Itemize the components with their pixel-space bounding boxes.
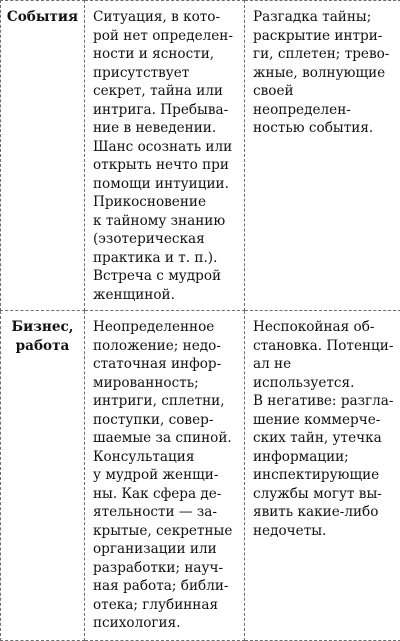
- events-description: Ситуация, в кото- рой нет определен- ности и ясности, присутствует секрет, тайна или интрига. Пребыва- ние в неведении. Шанс осознать или открыть нечто при помощи интуиции. Прикосновение к тайному знанию (эзотерическая практика и т. п.). Встреча с мудрой женщиной.: [85, 1, 245, 311]
- row-category-business-work: Бизнес, работа: [1, 311, 85, 641]
- table-row-events: [1, 1, 400, 311]
- events-reversed-description: Разгадка тайны; раскрытие интри- ги, сплетен; трево- жные, волнующие своей неопределен- ностью события.: [245, 1, 400, 311]
- business-work-description: Неопределенное положение; недо- статочная инфор- мированность; интриги, сплетни, поступки, совер- шаемые за спиной. Консультация у мудрой женщи- ны. Как сфера де- ятельности — за- крытые, секретные организации или разработки; науч- ная работа; библи- отека; глубинная психология.: [85, 311, 245, 641]
- row-category-events: События: [1, 1, 85, 311]
- table-row-business-work: [1, 311, 400, 641]
- business-work-reversed-description: Неспокойная об- становка. Потенци- ал не используется. В негативе: разгла- шение коммерче- ских тайн, утечка информации; инспектирующие службы могут вы- явить какие-либо недочеты.: [245, 311, 400, 641]
